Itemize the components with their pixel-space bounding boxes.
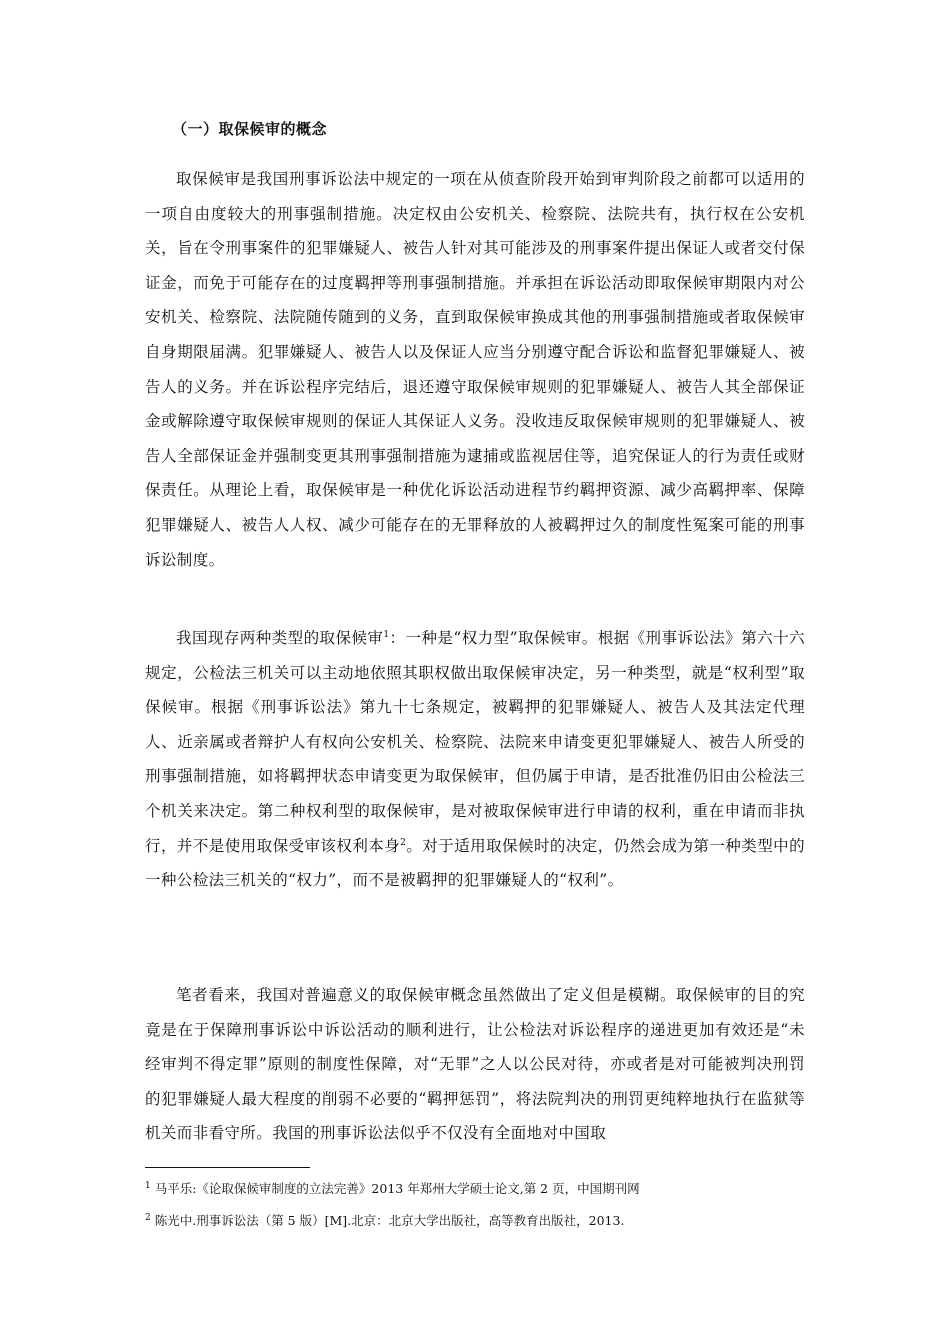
footnote-ref-2[interactable]: 2 — [400, 837, 407, 848]
paragraph-text: ：一种是“权力型”取保候审。根据《刑事诉讼法》第六十六规定，公检法三机关可以主动地依照其职权做出取保候审决定，另一种类型，就是“权利型”取保候审。根据《刑事诉讼法》第九十七条规定，被羁押的犯罪嫌疑人、被告人及其法定代理人、近亲属或者辩护人有权向公安机关、检察院、法院来申请变更犯罪嫌疑人、被告人所受的刑事强制措施，如将羁押状态申请变更为取保候审，但仍属于申请，是否批准仍旧由公检法三个机关来决定。第二种权利型的取保候审，是对被取保候审进行申请的权利，重在申请而非执行，并不是使用取保受审该权利本身 — [145, 629, 806, 855]
footnote-2 — [145, 1212, 805, 1230]
footnote-text: 马平乐:《论取保候审制度的立法完善》2013 年郑州大学硕士论文,第 2 页，中国期刊网 — [154, 1181, 640, 1196]
paragraph-text: 。对于适用取保候时的决定，仍然会成为第一种类型中的一种公检法三机关的“权力”，而不是被羁押的犯罪嫌疑人的“权利”。 — [145, 836, 805, 890]
paragraph-text: 我国现存两种类型的取保候审 — [176, 629, 384, 647]
paragraph-concept-definition: 取保候审是我国刑事诉讼法中规定的一项在从侦查阶段开始到审判阶段之前都可以适用的一项自由度较大的刑事强制措施。决定权由公安机关、检察院、法院共有，执行权在公安机关，旨在令刑事案件的犯罪嫌疑人、被告人针对其可能涉及的刑事案件提出保证人或者交付保证金，而免于可能存在的过度羁押等刑事强制措施。并承担在诉讼活动即取保候审期限内对公安机关、检察院、法院随传随到的义务，直到取保候审换成其他的刑事强制措施或者取保候审自身期限届满。犯罪嫌疑人、被告人以及保证人应当分别遵守配合诉讼和监督犯罪嫌疑人、被告人的义务。并在诉讼程序完结后，退还遵守取保候审规则的犯罪嫌疑人、被告人其全部保证金或解除遵守取保候审规则的保证人其保证人义务。没收违反取保候审规则的犯罪嫌疑人、被告人全部保证金并强制变更其刑事强制措施为逮捕或监视居住等，追究保证人的行为责任或财保责任。从理论上看，取保候审是一种优化诉讼活动进程节约羁押资源、减少高羁押率、保障犯罪嫌疑人、被告人人权、减少可能存在的无罪释放的人被羁押过久的制度性冤案可能的刑事诉讼制度。 — [145, 170, 805, 569]
paragraph-two-types — [145, 621, 805, 898]
footnote-1 — [145, 1180, 805, 1198]
footnote-ref-1[interactable]: 1 — [383, 629, 390, 640]
footnote-marker: 2 — [145, 1212, 151, 1223]
paragraph-author-view: 笔者看来，我国对普遍意义的取保候审概念虽然做出了定义但是模糊。取保候审的目的究竟是在于保障刑事诉讼中诉讼活动的顺利进行，让公检法对诉讼程序的递进更加有效还是“未经审判不得定罪”原则的制度性保障，对“无罪”之人以公民对待，亦或者是对可能被判决刑罚的犯罪嫌疑人最大程度的削弱不必要的“羁押惩罚”，将法院判决的刑罚更纯粹地执行在监狱等机关而非看守所。我国的刑事诉讼法似乎不仅没有全面地对中国取 — [145, 986, 805, 1143]
footnote-marker: 1 — [145, 1180, 151, 1191]
footnote-divider — [145, 1167, 310, 1168]
section-heading: （一）取保候审的概念 — [172, 120, 328, 138]
footnote-text: 陈光中.刑事诉讼法（第 5 版）[M].北京：北京大学出版社，高等教育出版社，2013. — [154, 1213, 625, 1228]
